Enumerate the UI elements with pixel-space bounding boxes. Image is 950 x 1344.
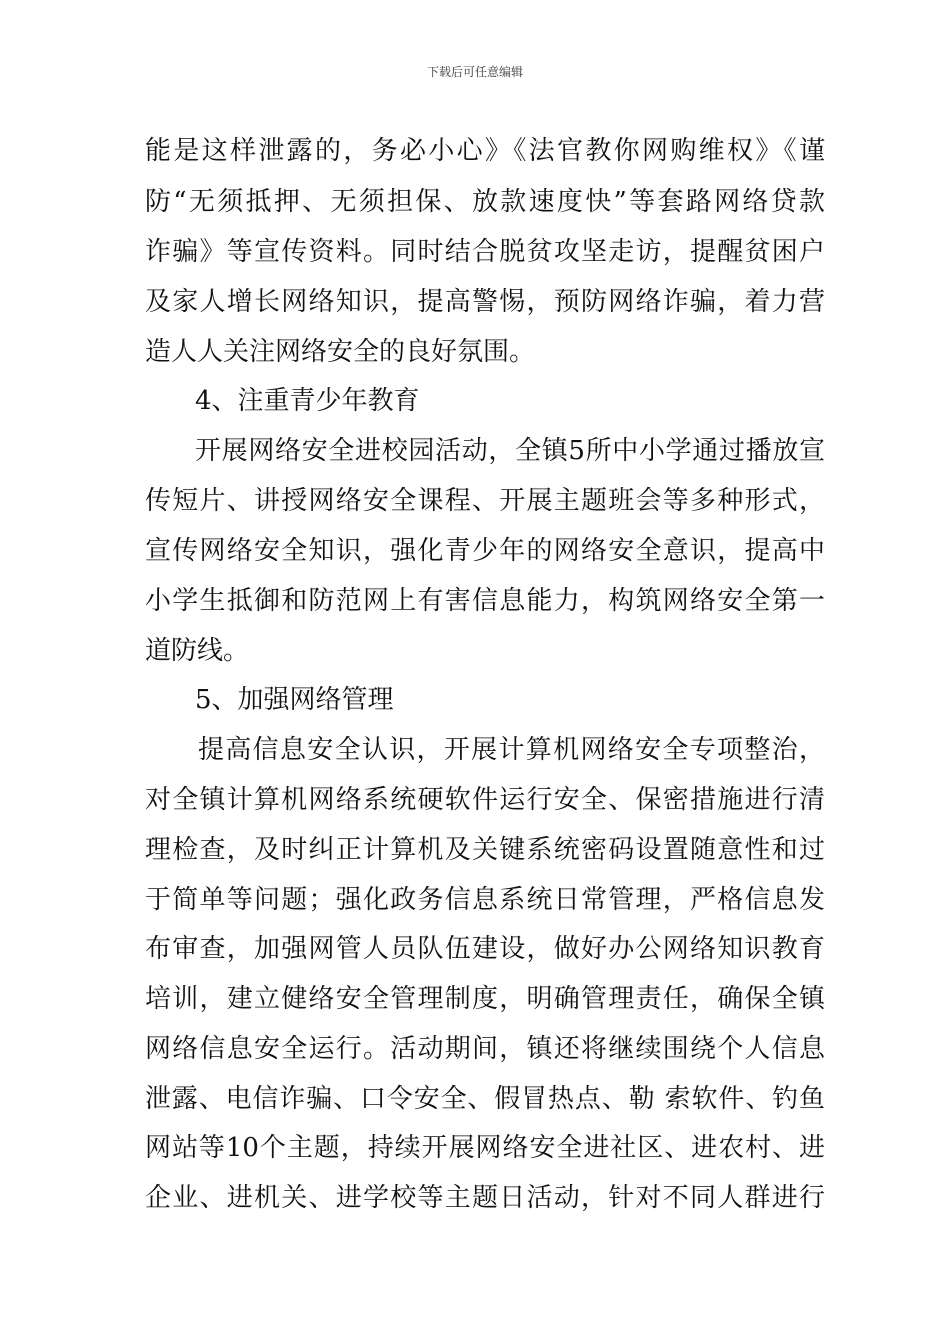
paragraph-line: 传短片、讲授网络安全课程、开展主题班会等多种形式， [145,486,825,516]
paragraph-line: 于简单等问题；强化政务信息系统日常管理，严格信息发 [145,885,825,915]
paragraph-line: 能是这样泄露的，务必小心》《法官教你网购维权》《谨 [145,136,825,166]
paragraph-line: 培训，建立健络安全管理制度，明确管理责任，确保全镇 [145,984,825,1014]
paragraph-line: 泄露、电信诈骗、口令安全、假冒热点、勒 索软件、钓鱼 [145,1084,825,1114]
section-heading: 5、加强网络管理 [195,685,394,715]
paragraph-line: 提高信息安全认识，开展计算机网络安全专项整治， [198,735,825,765]
paragraph-line: 对全镇计算机网络系统硬软件运行安全、保密措施进行清 [145,785,825,815]
paragraph-line: 诈骗》等宣传资料。同时结合脱贫攻坚走访，提醒贫困户 [145,237,825,267]
paragraph-line: 道防线。 [145,636,250,666]
page-header: 下载后可任意编辑 [426,65,523,79]
paragraph-line: 企业、进机关、进学校等主题日活动，针对不同人群进行 [145,1183,825,1213]
paragraph-line: 网站等10个主题，持续开展网络安全进社区、进农村、进 [145,1133,825,1163]
paragraph-line: 布审查，加强网管人员队伍建设，做好办公网络知识教育 [145,934,825,964]
paragraph-line: 开展网络安全进校园活动，全镇5所中小学通过播放宣 [195,436,825,466]
paragraph-line: 网络信息安全运行。活动期间，镇还将继续围绕个人信息 [145,1034,825,1064]
paragraph-line: 小学生抵御和防范网上有害信息能力，构筑网络安全第一 [145,586,825,616]
paragraph-line: 宣传网络安全知识，强化青少年的网络安全意识，提高中 [145,536,825,566]
section-heading: 4、注重青少年教育 [195,386,420,416]
paragraph-line: 防“无须抵押、无须担保、放款速度快”等套路网络贷款 [145,187,825,217]
paragraph-line: 及家人增长网络知识，提高警惕，预防网络诈骗，着力营 [145,287,825,317]
paragraph-line: 造人人关注网络安全的良好氛围。 [145,337,536,367]
paragraph-line: 理检查，及时纠正计算机及关键系统密码设置随意性和过 [145,835,825,865]
